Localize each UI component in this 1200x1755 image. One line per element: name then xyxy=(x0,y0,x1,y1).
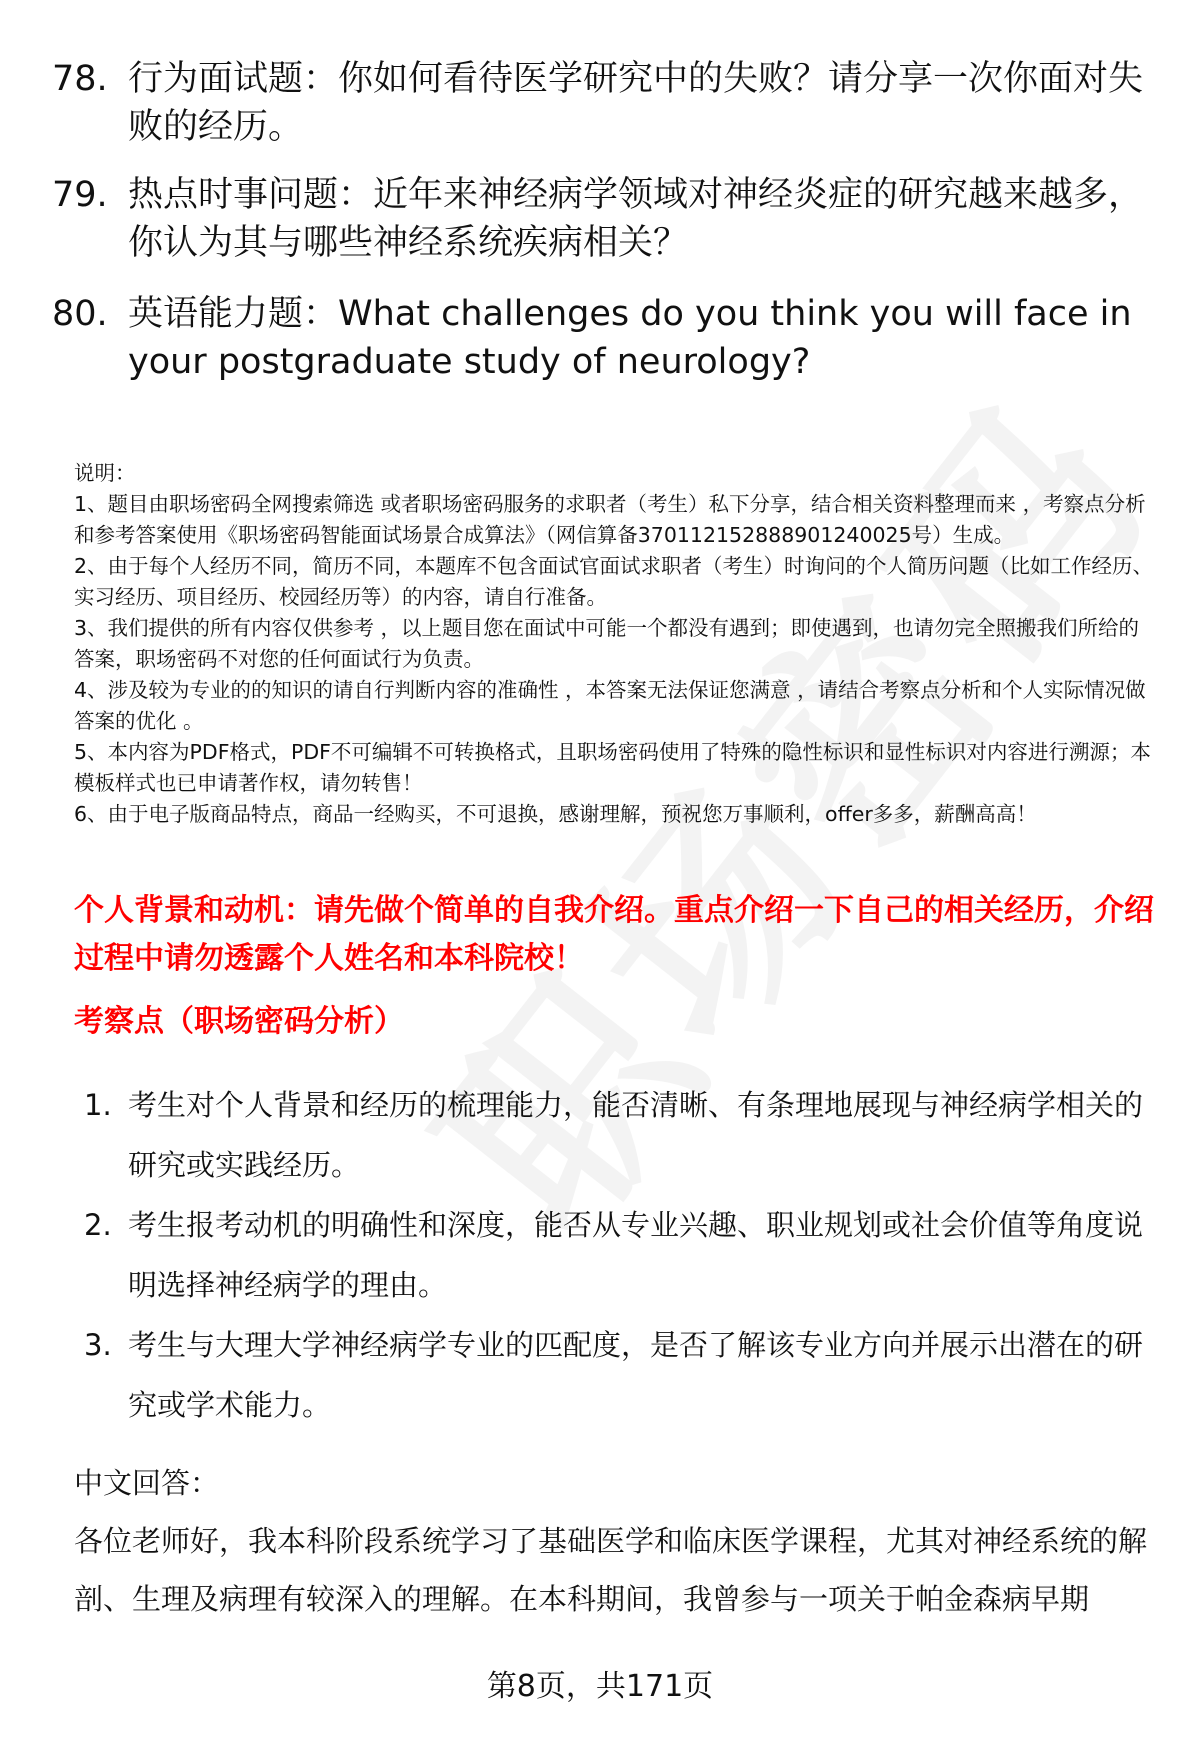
note-item: 1、题目由职场密码全网搜索筛选 或者职场密码服务的求职者（考生）私下分享，结合相关资料整理而来 ，考察点分析和参考答案使用《职场密码智能面试场景合成算法》（网信算备370112152888901240025号）生成。 xyxy=(74,492,1146,547)
analysis-point xyxy=(74,1195,1154,1315)
point-text: 考生与大理大学神经病学专业的匹配度，是否了解该专业方向并展示出潜在的研究或学术能力。 xyxy=(128,1328,1144,1422)
notes-title: 说明： xyxy=(74,461,136,485)
analysis-point xyxy=(74,1315,1154,1435)
point-number: 3. xyxy=(84,1328,112,1362)
page-number: 第8页，共171页 xyxy=(486,1669,714,1704)
point-number: 2. xyxy=(84,1208,112,1242)
note-item: 6、由于电子版商品特点，商品一经购买，不可退换，感谢理解，预祝您万事顺利，offer多多，薪酬高高！ xyxy=(74,802,1037,826)
question-number: 78. xyxy=(52,59,108,99)
note-item: 4、涉及较为专业的的知识的请自行判断内容的准确性 ，本答案无法保证您满意 ，请结合考察点分析和个人实际情况做答案的优化 。 xyxy=(74,678,1146,733)
analysis-point xyxy=(74,1075,1154,1195)
question-number: 80. xyxy=(52,294,108,334)
point-number: 1. xyxy=(84,1088,112,1122)
question-number: 79. xyxy=(52,175,108,215)
point-text: 考生报考动机的明确性和深度，能否从专业兴趣、职业规划或社会价值等角度说明选择神经病学的理由。 xyxy=(128,1208,1144,1302)
question-text: 英语能力题：What challenges do you think you will face in your postgraduate study of neurology? xyxy=(128,294,1132,382)
analysis-heading: 考察点（职场密码分析） xyxy=(74,1004,404,1039)
question-text: 行为面试题：你如何看待医学研究中的失败？请分享一次你面对失败的经历。 xyxy=(128,59,1144,147)
note-item: 2、由于每个人经历不同，简历不同，本题库不包含面试官面试求职者（考生）时询问的个人简历问题（比如工作经历、实习经历、项目经历、校园经历等）的内容，请自行准备。 xyxy=(74,554,1154,609)
main-question: 个人背景和动机：请先做个简单的自我介绍。重点介绍一下自己的相关经历，介绍过程中请勿透露个人姓名和本科院校！ xyxy=(74,893,1154,976)
note-item: 5、本内容为PDF格式，PDF不可编辑不可转换格式，且职场密码使用了特殊的隐性标识和显性标识对内容进行溯源；本模板样式也已申请著作权，请勿转售！ xyxy=(74,740,1151,795)
answer-text: 各位老师好，我本科阶段系统学习了基础医学和临床医学课程，尤其对神经系统的解剖、生理及病理有较深入的理解。在本科期间，我曾参与一项关于帕金森病早期 xyxy=(74,1524,1148,1616)
note-item: 3、我们提供的所有内容仅供参考 ，以上题目您在面试中可能一个都没有遇到；即使遇到，也请勿完全照搬我们所给的答案，职场密码不对您的任何面试行为负责。 xyxy=(74,616,1140,671)
answer-heading: 中文回答： xyxy=(74,1466,220,1500)
question-text: 热点时事问题：近年来神经病学领域对神经炎症的研究越来越多，你认为其与哪些神经系统疾病相关？ xyxy=(128,175,1144,263)
analysis-points xyxy=(74,1075,1154,1435)
point-text: 考生对个人背景和经历的梳理能力，能否清晰、有条理地展现与神经病学相关的研究或实践经历。 xyxy=(128,1088,1144,1182)
notes-section xyxy=(74,458,1159,830)
